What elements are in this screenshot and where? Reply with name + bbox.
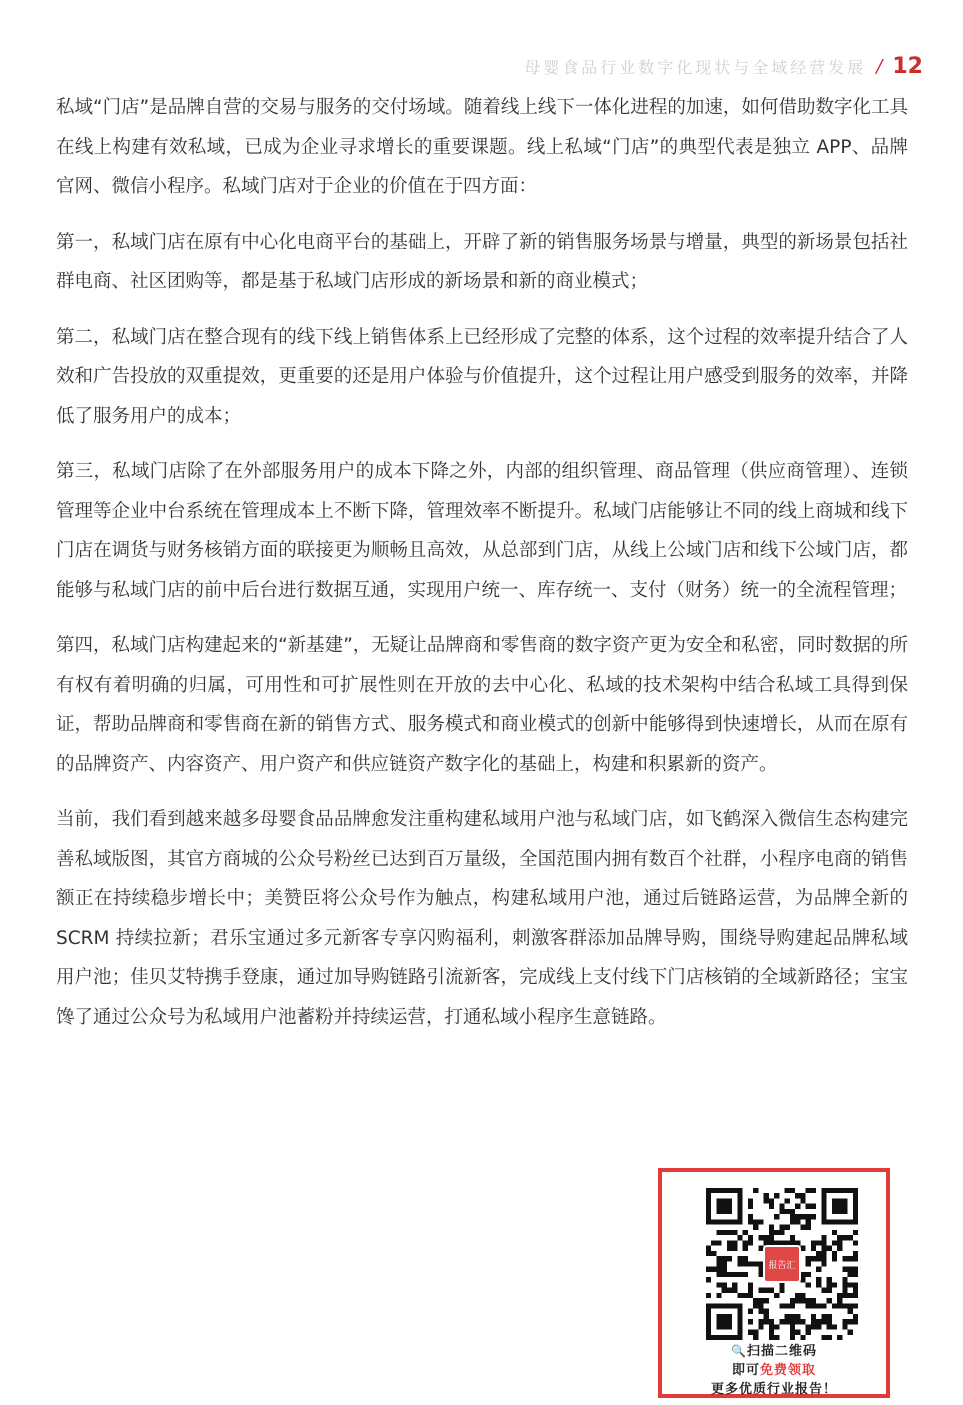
search-icon: 🔍	[731, 1344, 747, 1358]
paragraph-second: 第二，私域门店在整合现有的线下线上销售体系上已经形成了完整的体系，这个过程的效率提升结合了人效和广告投放的双重提效，更重要的还是用户体验与价值提升，这个过程让用户感受到服务的效率，并降低了服务用户的成本；	[56, 326, 908, 427]
qr-caption-line3: 更多优质行业报告！	[710, 1382, 837, 1397]
page-header	[524, 52, 923, 80]
paragraph-intro: 私域“门店”是品牌自营的交易与服务的交付场域。随着线上线下一体化进程的加速，如何借助数字化工具在线上构建有效私域，已成为企业寻求增长的重要课题。线上私域“门店”的典型代表是独立 APP、品牌官网、微信小程序。私域门店对于企业的价值在于四方面：	[56, 97, 908, 197]
body-text	[56, 88, 908, 1053]
report-title: 母婴食品行业数字化现状与全域经营发展	[524, 57, 867, 77]
qr-caption-line1: 🔍扫描二维码	[731, 1344, 817, 1359]
free-label: 免费领取	[760, 1363, 817, 1378]
header-separator: /	[876, 55, 883, 77]
qr-caption	[662, 1342, 886, 1399]
page-number: 12	[892, 53, 923, 79]
paragraph-third: 第三，私域门店除了在外部服务用户的成本下降之外，内部的组织管理、商品管理（供应商管理）、连锁管理等企业中台系统在管理成本上不断下降，管理效率不断提升。私域门店能够让不同的线上商城和线下门店在调货与财务核销方面的联接更为顺畅且高效，从总部到门店，从线上公域门店和线下公域门店，都能够与私域门店的前中后台进行数据互通，实现用户统一、库存统一、支付（财务）统一的全流程管理；	[56, 461, 908, 601]
qr-caption-line2: 即可免费领取	[731, 1363, 817, 1378]
paragraph-first: 第一，私域门店在原有中心化电商平台的基础上，开辟了新的销售服务场景与增量，典型的新场景包括社群电商、社区团购等，都是基于私域门店形成的新场景和新的商业模式；	[56, 231, 908, 292]
qr-promo-box[interactable]	[658, 1168, 890, 1398]
paragraph-fourth: 第四，私域门店构建起来的“新基建”，无疑让品牌商和零售商的数字资产更为安全和私密，同时数据的所有权有着明确的归属，可用性和可扩展性则在开放的去中心化、私域的技术架构中结合私域工具得到保证，帮助品牌商和零售商在新的销售方式、服务模式和商业模式的创新中能够得到快速增长，从而在原有的品牌资产、内容资产、用户资产和供应链资产数字化的基础上，构建和积累新的资产。	[56, 635, 908, 775]
qr-logo: 报告汇	[763, 1245, 801, 1283]
paragraph-current: 当前，我们看到越来越多母婴食品品牌愈发注重构建私域用户池与私域门店，如飞鹤深入微信生态构建完善私域版图，其官方商城的公众号粉丝已达到百万量级，全国范围内拥有数百个社群，小程序电商的销售额正在持续稳步增长中；美赞臣将公众号作为触点，构建私域用户池，通过后链路运营，为品牌全新的 SCRM 持续拉新；君乐宝通过多元新客专享闪购福利，刺激客群添加品牌导购，围绕导购建起品牌私域用户池；佳贝艾特携手登康，通过加导购链路引流新客，完成线上支付线下门店核销的全域新路径；宝宝馋了通过公众号为私域用户池蓄粉并持续运营，打通私域小程序生意链路。	[56, 809, 908, 1028]
